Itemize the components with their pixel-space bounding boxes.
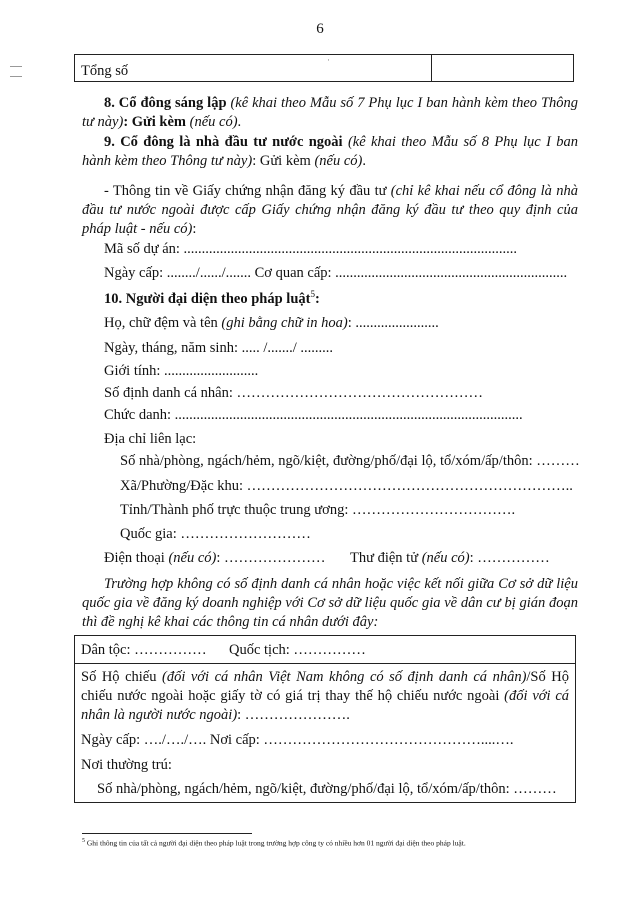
case-instruction-text: Trường hợp không có số định danh cá nhân hoặc việc kết nối giữa Cơ sở dữ liệu quốc gia về đăng ký doanh nghiệp với Cơ sở dữ liệu quốc gia về dân cư bị gián đoạn thì đề nghị kê khai các thông tin cá nhân dưới đây: bbox=[82, 576, 578, 630]
section-9 bbox=[82, 133, 578, 171]
passport-issue-field: Ngày cấp: …./…./…. Nơi cấp: ………………………………………....…. bbox=[81, 732, 514, 748]
full-name-label: Họ, chữ đệm và tên bbox=[104, 315, 222, 331]
section-8-heading: 8. Cổ đông sáng lập bbox=[104, 95, 227, 111]
section-9-end: . bbox=[362, 152, 366, 169]
phone-field bbox=[104, 549, 326, 568]
investment-certificate-intro bbox=[82, 182, 578, 239]
phone-dots: : ………………… bbox=[216, 550, 326, 566]
section-8-note: (kê khai theo Mẫu số 7 Phụ lục I ban hành kèm theo Thông tư này) bbox=[82, 95, 579, 130]
total-label: Tổng số bbox=[81, 63, 129, 79]
street-field: Số nhà/phòng, ngách/hẻm, ngõ/kiệt, đường/phố/đại lộ, tổ/xóm/ấp/thôn: ……… bbox=[120, 453, 580, 469]
section-10-title: 10. Người đại diện theo pháp luật bbox=[104, 290, 311, 307]
investment-intro-end: : bbox=[192, 220, 197, 237]
passport-note-vn: (đối với cá nhân Việt Nam không có số định danh cá nhân) bbox=[161, 669, 527, 685]
ward-field: Xã/Phường/Đặc khu: ………………………………………………………….. bbox=[120, 478, 573, 494]
country-field: Quốc gia: ……………………… bbox=[120, 526, 311, 542]
section-8-attach-optional: (nếu có) bbox=[189, 113, 238, 130]
contact-address-label: Địa chỉ liên lạc: bbox=[104, 431, 197, 447]
box-divider bbox=[75, 663, 575, 664]
section-9-note: (kê khai theo Mẫu số 8 Phụ lục I ban hành kèm theo Thông tư này) bbox=[82, 134, 578, 169]
nationality-field: Quốc tịch: …………… bbox=[229, 642, 366, 658]
gender-field: Giới tính: .......................... bbox=[104, 363, 259, 379]
section-10-colon: : bbox=[314, 290, 320, 307]
footnote-ref: 5 bbox=[310, 289, 315, 299]
investment-intro-note: (chỉ kê khai nếu cổ đông là nhà đầu tư nước ngoài được cấp Giấy chứng nhận đăng ký đầu tư theo quy định của pháp luật - nếu có) bbox=[82, 183, 578, 237]
section-8 bbox=[82, 94, 578, 132]
footnote-separator bbox=[82, 833, 252, 834]
passport-foreign-label: /Số Hộ chiếu nước ngoài hoặc giấy tờ có giá trị thay thế hộ chiếu nước ngoài bbox=[81, 669, 569, 704]
case-instruction bbox=[82, 575, 578, 632]
phone-note: (nếu có) bbox=[168, 550, 217, 566]
passport-dots: : …………………. bbox=[237, 706, 350, 723]
personal-info-box bbox=[74, 635, 576, 803]
section-9-attach-optional: (nếu có) bbox=[314, 152, 363, 169]
ethnicity-field: Dân tộc: …………… bbox=[81, 642, 207, 658]
province-field: Tỉnh/Thành phố trực thuộc trung ương: ……………………………. bbox=[120, 502, 516, 518]
scan-mark: · bbox=[327, 55, 330, 65]
full-name-dots: : ....................... bbox=[347, 315, 439, 331]
investment-intro-text: - Thông tin về Giấy chứng nhận đăng ký đầu tư bbox=[104, 183, 387, 199]
full-name-field bbox=[104, 314, 439, 333]
date-of-birth-field: Ngày, tháng, năm sinh: ..... /......./ ......... bbox=[104, 340, 334, 356]
email-label: Thư điện tử bbox=[350, 550, 422, 566]
residence-label: Nơi thường trú: bbox=[81, 757, 172, 773]
section-8-attach: : Gửi kèm bbox=[123, 113, 186, 130]
margin-mark bbox=[10, 76, 22, 77]
project-code-field: Mã số dự án: ............................................................................................ bbox=[104, 241, 518, 257]
personal-id-field: Số định danh cá nhân: …………………………………………… bbox=[104, 385, 483, 401]
passport-field bbox=[81, 668, 569, 725]
job-title-field: Chức danh: ................................................................................................ bbox=[104, 407, 523, 423]
residence-street-field: Số nhà/phòng, ngách/hẻm, ngõ/kiệt, đường/phố/đại lộ, tổ/xóm/ấp/thôn: ……… bbox=[97, 781, 557, 797]
section-9-attach: : Gửi kèm bbox=[252, 152, 311, 169]
email-field bbox=[350, 549, 550, 568]
full-name-note: (ghi bằng chữ in hoa) bbox=[221, 315, 348, 331]
issue-date-authority-field: Ngày cấp: ......../....../....... Cơ quan cấp: ................................................................ bbox=[104, 265, 568, 281]
email-dots: : …………… bbox=[469, 550, 550, 566]
total-table-row bbox=[74, 54, 574, 82]
phone-label: Điện thoại bbox=[104, 550, 169, 566]
page-number: 6 bbox=[316, 21, 324, 37]
margin-mark bbox=[10, 66, 22, 67]
passport-note-foreign: (đối với cá nhân là người nước ngoài) bbox=[81, 687, 570, 723]
footnote-number: 5 bbox=[82, 838, 85, 844]
passport-label: Số Hộ chiếu bbox=[81, 669, 162, 685]
email-note: (nếu có) bbox=[421, 550, 470, 566]
footnote-text: Ghi thông tin của tất cả người đại diện theo pháp luật trong trường hợp công ty có nhiều hơn 01 người đại diện theo pháp luật. bbox=[85, 838, 466, 848]
section-8-end: . bbox=[237, 113, 242, 130]
section-10-heading bbox=[104, 289, 320, 309]
footnote bbox=[82, 838, 466, 848]
table-divider bbox=[431, 55, 432, 81]
section-9-heading: 9. Cổ đông là nhà đầu tư nước ngoài bbox=[104, 134, 343, 150]
